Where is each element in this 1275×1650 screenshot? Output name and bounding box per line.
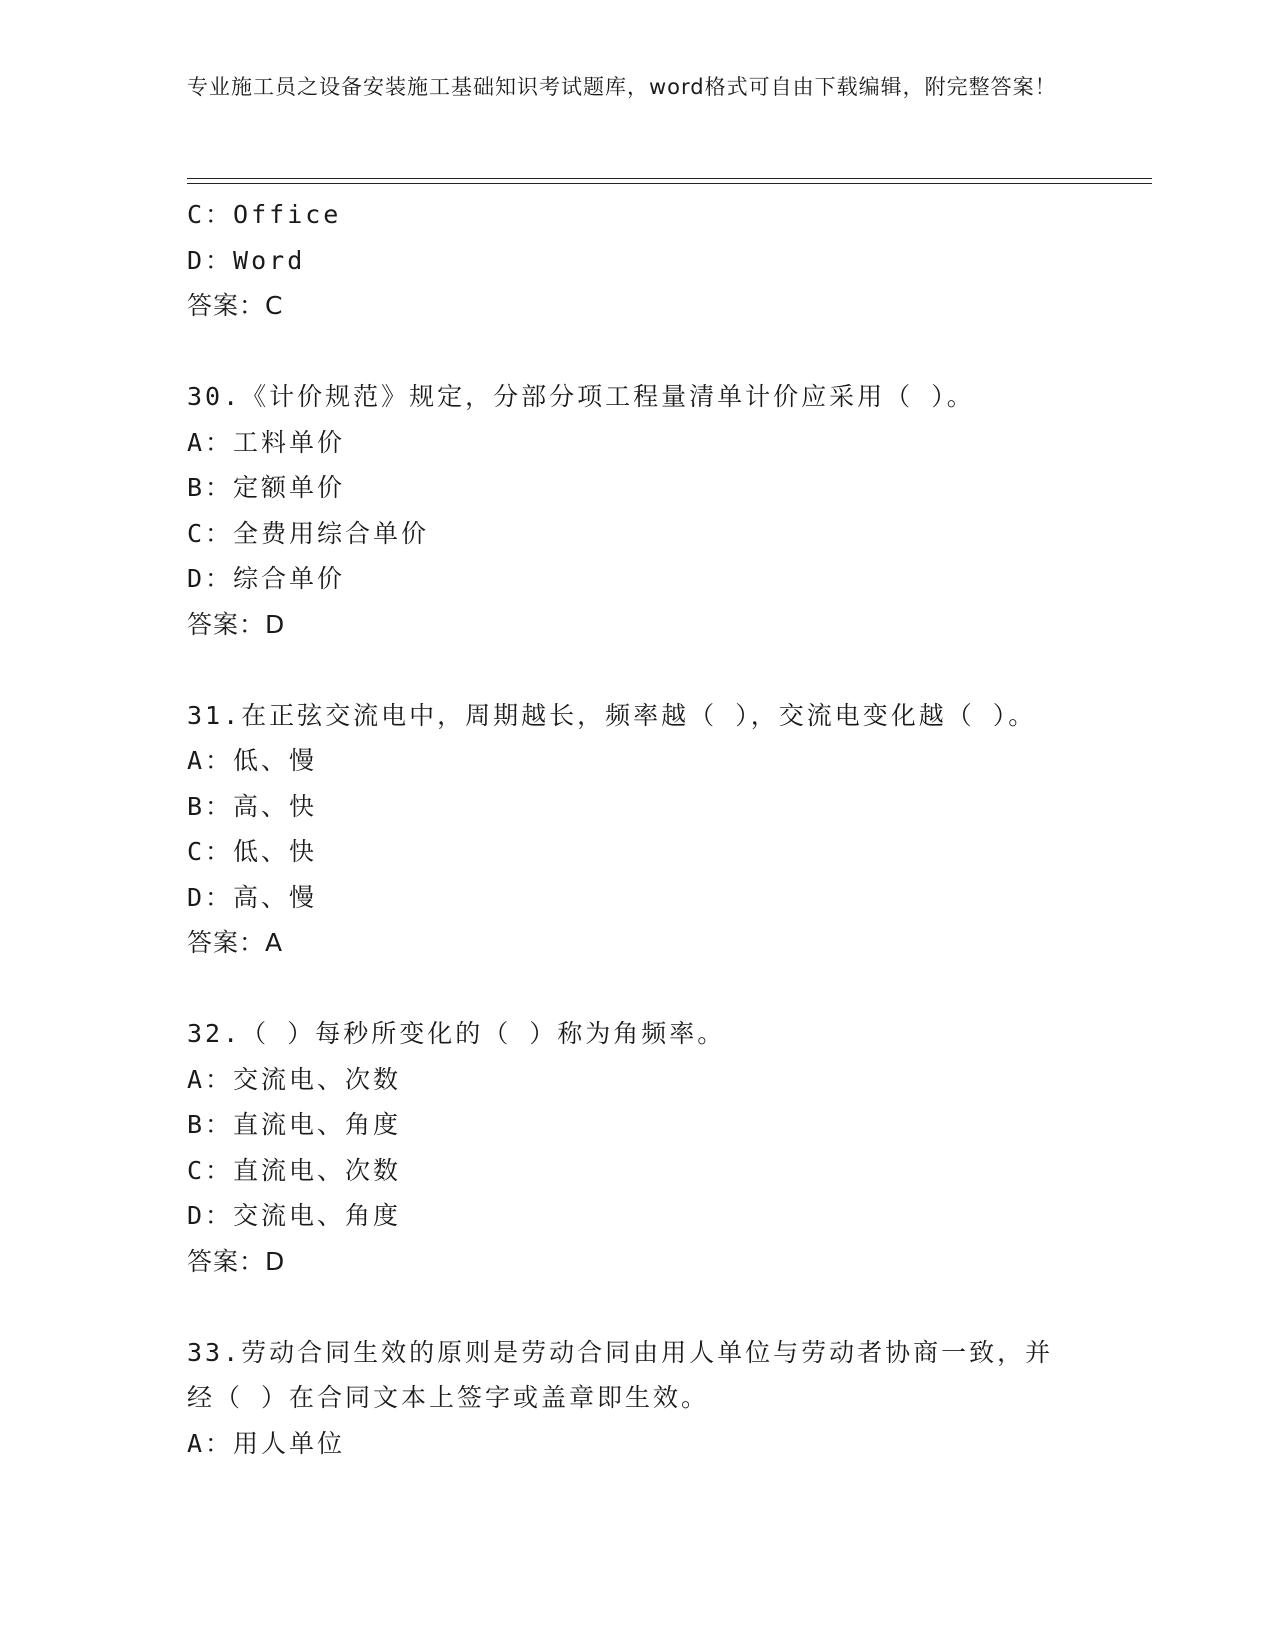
option-d: D：Word bbox=[187, 245, 306, 275]
question-stem: 31.在正弦交流电中，周期越长，频率越（ ），交流电变化越（ ）。 bbox=[187, 700, 1037, 730]
answer-label: 答案：A bbox=[187, 928, 284, 957]
question-stem: 32.（ ）每秒所变化的（ ）称为角频率。 bbox=[187, 1019, 726, 1048]
option-c: C：低、快 bbox=[187, 837, 318, 866]
option-a: A：交流电、次数 bbox=[187, 1064, 402, 1094]
option-a: A：工料单价 bbox=[187, 427, 346, 457]
answer-label: 答案：C bbox=[187, 291, 284, 320]
option-d: D：交流电、角度 bbox=[187, 1201, 402, 1230]
option-a: A：低、慢 bbox=[187, 746, 318, 775]
option-c: C：全费用综合单价 bbox=[187, 518, 430, 548]
answer-label: 答案：D bbox=[187, 609, 286, 639]
question-stem: 33.劳动合同生效的原则是劳动合同由用人单位与劳动者协商一致，并经（ ）在合同文本上签字或盖章即生效。 bbox=[187, 1337, 1054, 1412]
answer-label: 答案：D bbox=[187, 1246, 286, 1276]
question-list bbox=[187, 192, 1087, 1466]
question-stem: 30.《计价规范》规定，分部分项工程量清单计价应采用（ ）。 bbox=[187, 382, 975, 411]
option-d: D：高、慢 bbox=[187, 882, 318, 912]
option-d: D：综合单价 bbox=[187, 564, 346, 593]
option-b: B：直流电、角度 bbox=[187, 1110, 402, 1139]
header-divider bbox=[187, 178, 1152, 184]
document-header: 专业施工员之设备安装施工基础知识考试题库，word格式可自由下载编辑，附完整答案！ bbox=[187, 75, 1057, 99]
option-b: B：定额单价 bbox=[187, 473, 346, 502]
option-c: C：直流电、次数 bbox=[187, 1155, 402, 1185]
option-b: B：高、快 bbox=[187, 791, 318, 821]
option-a: A：用人单位 bbox=[187, 1428, 346, 1458]
option-c: C：Office bbox=[187, 200, 342, 229]
